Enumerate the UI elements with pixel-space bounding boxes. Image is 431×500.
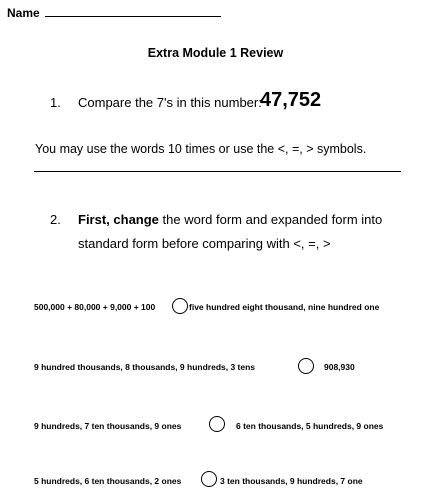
comparison-3-circle[interactable] [209,416,225,432]
name-label: Name [7,6,40,20]
comparison-1-circle[interactable] [172,298,188,314]
worksheet-title: Extra Module 1 Review [147,46,284,60]
comparison-4-left: 5 hundreds, 6 ten thousands, 2 ones [34,476,182,486]
question-1-text: Compare the 7's in this number: [78,95,262,110]
name-blank-line[interactable] [45,16,221,17]
question-1-value: 47,752 [260,89,322,111]
comparison-3-left: 9 hundreds, 7 ten thousands, 9 ones [34,421,182,431]
question-1-note: You may use the words 10 times or use the <, =, > symbols. [35,142,367,156]
comparison-4-circle[interactable] [201,471,217,487]
comparison-1-right: five hundred eight thousand, nine hundred one [189,302,380,312]
comparison-1-left: 500,000 + 80,000 + 9,000 + 100 [34,302,156,312]
comparison-3-right: 6 ten thousands, 5 hundreds, 9 ones [236,421,384,431]
question-2-text-rest: the word form and expanded form into [158,212,383,227]
comparison-2-left: 9 hundred thousands, 8 thousands, 9 hundreds, 3 tens [34,362,256,372]
comparison-2-circle[interactable] [298,358,314,374]
question-2-text-line1 [78,212,382,227]
comparison-4-right: 3 ten thousands, 9 hundreds, 7 one [220,476,363,486]
comparison-2-right: 908,930 [324,362,355,372]
question-2-number: 2. [50,212,61,227]
question-1-number: 1. [50,95,61,110]
answer-line[interactable] [34,171,401,172]
question-2-bold-lead: First, change [78,212,159,227]
question-2-text-line2: standard form before comparing with <, =, > [78,236,331,251]
